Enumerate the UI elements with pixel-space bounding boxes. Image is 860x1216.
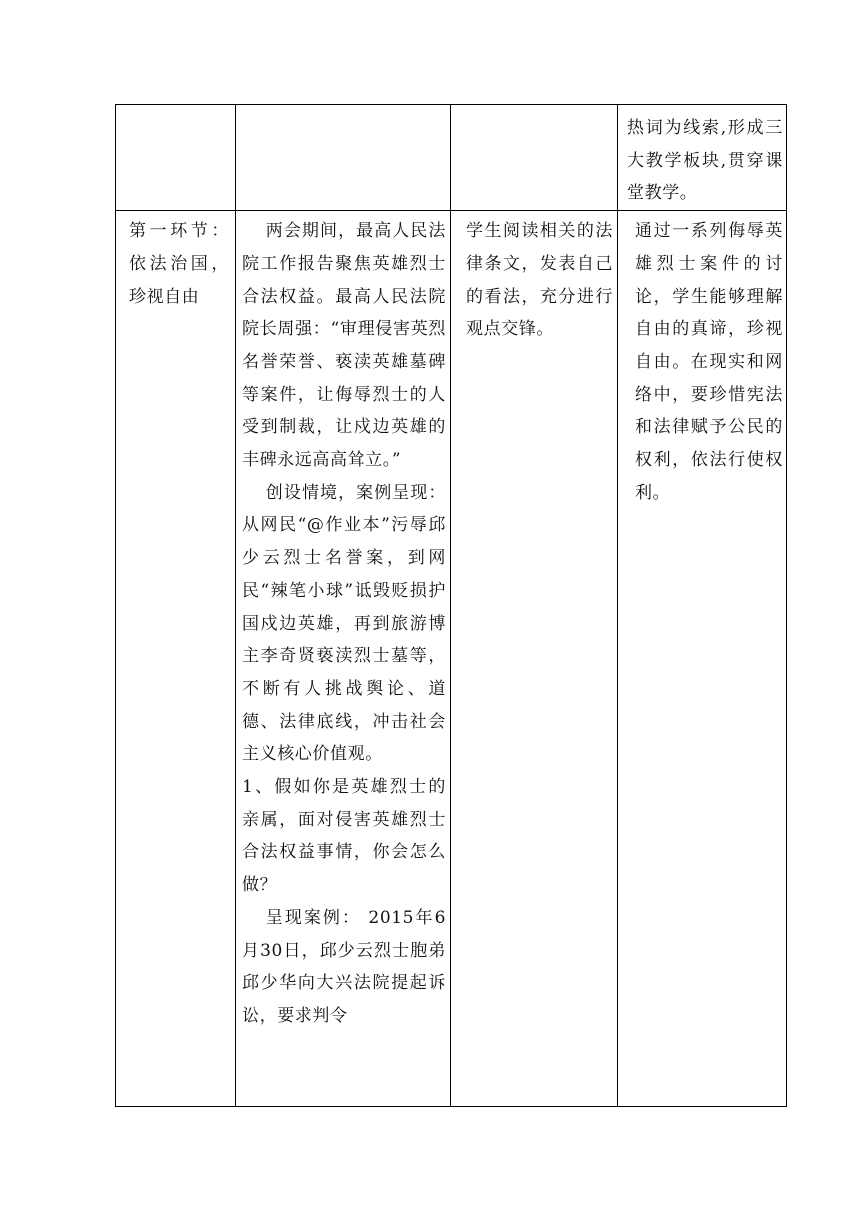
- lesson-plan-table: [115, 104, 787, 1107]
- teacher-activity-question: 1、假如你是英雄烈士的亲属，面对侵害英雄烈士合法权益事情，你会怎么做？: [242, 777, 446, 896]
- stage-title-text: 第一环节：依法治国，珍视自由: [129, 221, 229, 307]
- cell-stage-empty: [116, 105, 236, 211]
- table-row-continuation: [116, 105, 787, 211]
- cell-teacher-activity: [236, 211, 451, 1107]
- cell-student-activity-empty: [451, 105, 618, 211]
- cell-student-activity: [451, 211, 618, 1107]
- design-intent-text: 通过一系列侮辱英雄烈士案件的讨论，学生能够理解自由的真谛，珍视自由。在现实和网络中，要珍惜宪法和法律赋予公民的权利，依法行使权利。: [635, 221, 783, 503]
- table-row-stage-one: [116, 211, 787, 1107]
- cell-design-intent-continued: [618, 105, 787, 211]
- teacher-activity-paragraph-3: 呈现案例： 2015年6月30日，邱少云烈士胞弟邱少华向大兴法院提起诉讼，要求判令: [242, 907, 446, 1026]
- cell-stage-title: [116, 211, 236, 1107]
- cell-design-intent: [618, 211, 787, 1107]
- cell-teacher-activity-empty: [236, 105, 451, 211]
- teacher-activity-paragraph-1: 两会期间，最高人民法院工作报告聚焦英雄烈士合法权益。最高人民法院院长周强：“审理侵害英烈名誉荣誉、亵渎英雄墓碑等案件，让侮辱烈士的人受到制裁，让戍边英雄的丰碑永远高高耸立。”: [242, 221, 446, 471]
- student-activity-text: 学生阅读相关的法律条文，发表自己的看法，充分进行观点交锋。: [466, 221, 613, 340]
- design-intent-text: 热词为线索,形成三大教学板块,贯穿课堂教学。: [627, 118, 783, 204]
- teacher-activity-paragraph-2: 创设情境，案例呈现：从网民“@作业本”污辱邱少云烈士名誉案，到网民“辣笔小球”诋毁贬损护国戍边英雄，再到旅游博主李奇贤亵渎烈士墓等，不断有人挑战舆论、道德、法律底线，冲击社会主义核心价值观。: [242, 482, 446, 765]
